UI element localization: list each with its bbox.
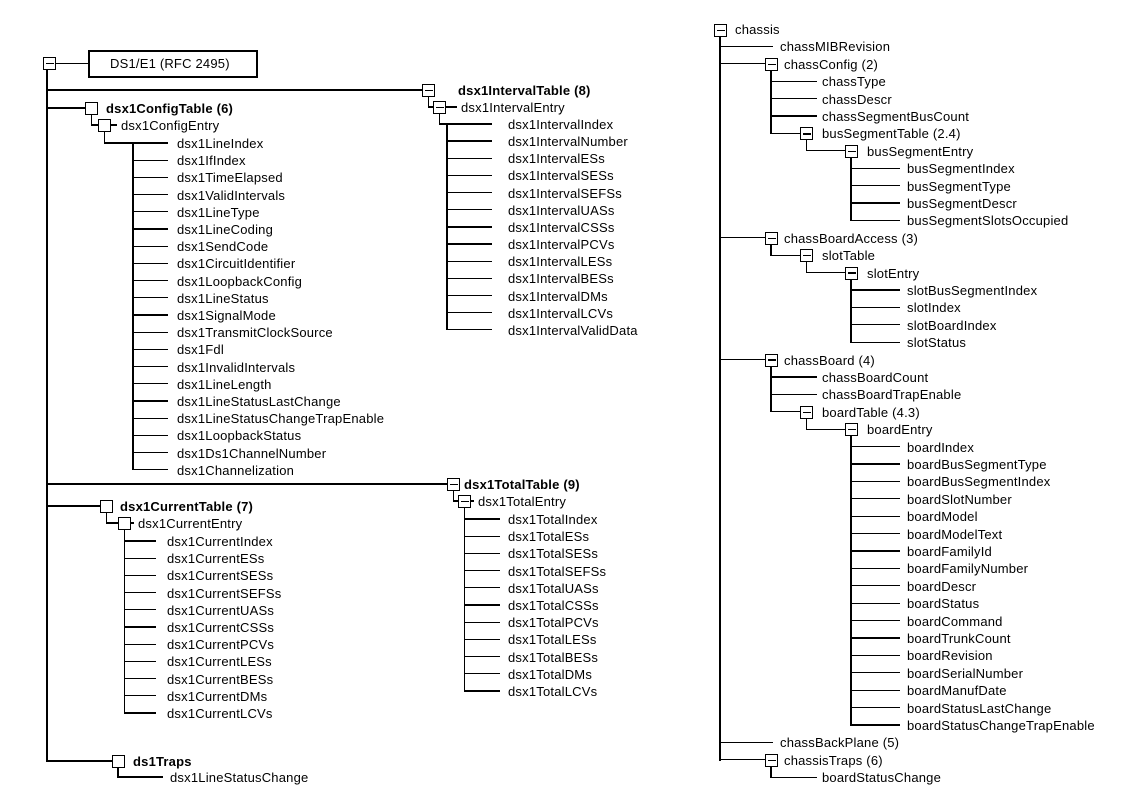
attribute-node-label: dsx1LineIndex xyxy=(177,136,264,151)
attribute-node-label: dsx1IntervalUASs xyxy=(508,202,615,218)
attribute-node-label: dsx1Channelization xyxy=(177,462,295,478)
group-node-label: chassisTraps (6) xyxy=(784,752,883,768)
connector-line xyxy=(771,115,817,116)
attribute-node-label: boardSlotNumber xyxy=(907,491,1012,507)
collapse-toggle-icon[interactable] xyxy=(800,127,813,140)
attribute-node-label: boardStatusChangeTrapEnable xyxy=(907,718,1095,733)
leaf-node-label: chassType xyxy=(822,74,886,90)
attribute-node-label: dsx1CurrentESs xyxy=(167,551,265,567)
attribute-node-label: boardIndex xyxy=(907,439,975,455)
collapse-toggle-icon[interactable] xyxy=(422,84,435,97)
table-node-label: busSegmentTable (2.4) xyxy=(822,126,961,142)
connector-line xyxy=(771,255,800,256)
connector-line xyxy=(720,46,773,47)
attribute-node-label: dsx1LoopbackStatus xyxy=(177,428,302,444)
table-node-label: boardTable (4.3) xyxy=(822,404,920,420)
connector-line xyxy=(807,272,846,273)
connector-line xyxy=(770,767,771,778)
attribute-node-label: dsx1IntervalPCVs xyxy=(508,237,615,253)
connector-line xyxy=(47,89,422,90)
connector-line xyxy=(465,604,501,605)
attribute-node-label: boardCommand xyxy=(907,613,1003,629)
connector-line xyxy=(465,690,501,691)
attribute-node-label: slotBusSegmentIndex xyxy=(907,283,1038,298)
connector-line xyxy=(133,332,168,333)
attribute-node-label: dsx1TransmitClockSource xyxy=(177,325,333,341)
connector-line xyxy=(47,483,447,484)
attribute-node-label: dsx1LineStatus xyxy=(177,290,269,306)
collapse-toggle-icon[interactable] xyxy=(845,267,858,280)
connector-line xyxy=(851,324,900,325)
connector-line xyxy=(771,777,817,778)
attribute-node-label: dsx1IntervalSESs xyxy=(508,168,614,184)
attribute-node-label: boardFamilyNumber xyxy=(907,561,1029,577)
connector-line xyxy=(771,98,817,99)
connector-line xyxy=(720,237,765,238)
attribute-node-label: dsx1IfIndex xyxy=(177,153,246,169)
attribute-node-label: dsx1TotalSEFSs xyxy=(508,563,607,579)
connector-line xyxy=(851,637,900,638)
connector-line xyxy=(807,150,846,151)
attribute-node-label: dsx1CurrentBESs xyxy=(167,671,274,687)
leaf-node-label: boardStatusChange xyxy=(822,770,942,786)
attribute-node-label: boardModelText xyxy=(907,526,1003,542)
connector-line xyxy=(465,587,501,588)
connector-line xyxy=(133,297,168,298)
connector-line xyxy=(105,142,169,143)
connector-line xyxy=(465,656,501,657)
collapse-toggle-icon[interactable] xyxy=(800,249,813,262)
connector-line xyxy=(133,211,168,212)
connector-line xyxy=(447,158,492,159)
attribute-node-label: dsx1LineCoding xyxy=(177,222,274,237)
attribute-node-label: dsx1InvalidIntervals xyxy=(177,359,296,375)
attribute-node-label: busSegmentType xyxy=(907,178,1011,194)
entry-node-label: slotEntry xyxy=(867,265,920,281)
attribute-node-label: dsx1IntervalCSSs xyxy=(508,219,615,235)
connector-line xyxy=(447,295,492,296)
connector-line xyxy=(850,436,851,726)
attribute-node-label: dsx1LoopbackConfig xyxy=(177,273,303,289)
attribute-node-label: dsx1Fdl xyxy=(177,342,224,358)
attribute-node-label: boardRevision xyxy=(907,648,993,664)
attribute-node-label: busSegmentDescr xyxy=(907,196,1017,211)
attribute-node-label: dsx1LineLength xyxy=(177,376,272,392)
attribute-node-label: dsx1TotalLESs xyxy=(508,632,597,648)
collapse-toggle-icon[interactable] xyxy=(845,145,858,158)
node-box-icon xyxy=(98,119,111,132)
connector-line xyxy=(851,724,900,725)
connector-line xyxy=(47,760,112,761)
connector-line xyxy=(133,366,168,367)
connector-line xyxy=(47,107,85,108)
collapse-toggle-icon[interactable] xyxy=(765,232,778,245)
attribute-node-label: dsx1TotalESs xyxy=(508,529,590,545)
connector-line xyxy=(851,568,900,569)
entry-node-label: busSegmentEntry xyxy=(867,143,974,159)
attribute-node-label: dsx1CurrentCSSs xyxy=(167,620,275,635)
connector-line xyxy=(125,609,157,610)
connector-line xyxy=(851,168,900,169)
attribute-node-label: dsx1TotalPCVs xyxy=(508,615,599,631)
attribute-node-label: boardSerialNumber xyxy=(907,665,1024,681)
connector-line xyxy=(132,142,133,470)
attribute-node-label: dsx1CurrentSESs xyxy=(167,568,274,584)
attribute-node-label: dsx1IntervalSEFSs xyxy=(508,185,622,201)
connector-line xyxy=(118,776,163,777)
connector-line xyxy=(125,678,157,679)
attribute-node-label: slotBoardIndex xyxy=(907,317,997,333)
connector-line xyxy=(133,349,168,350)
connector-line xyxy=(447,140,492,141)
connector-line xyxy=(56,63,88,64)
connector-line xyxy=(46,70,47,762)
connector-line xyxy=(851,655,900,656)
connector-line xyxy=(851,533,900,534)
leaf-node-label: chassBoardCount xyxy=(822,370,929,385)
attribute-node-label: dsx1TotalCSSs xyxy=(508,598,599,613)
leaf-node-label: chassSegmentBusCount xyxy=(822,109,970,124)
connector-line xyxy=(851,342,900,343)
table-node-label: ds1Traps xyxy=(133,754,192,769)
connector-line xyxy=(447,175,492,176)
connector-line xyxy=(851,707,900,708)
connector-line xyxy=(447,278,492,279)
connector-line xyxy=(47,505,100,506)
connector-line xyxy=(133,418,168,419)
connector-line xyxy=(851,220,900,221)
connector-line xyxy=(465,673,501,674)
group-node-label: chassBoardAccess (3) xyxy=(784,230,919,246)
leaf-node-label: chassBackPlane (5) xyxy=(780,735,900,751)
attribute-node-label: boardManufDate xyxy=(907,683,1007,699)
connector-line xyxy=(851,463,900,464)
table-node-label: dsx1ConfigTable (6) xyxy=(106,101,234,116)
connector-line xyxy=(133,263,168,264)
entry-node-label: dsx1TotalEntry xyxy=(478,494,567,509)
node-box-icon xyxy=(118,517,131,530)
connector-line xyxy=(851,498,900,499)
connector-line xyxy=(851,585,900,586)
connector-line xyxy=(133,246,168,247)
attribute-node-label: dsx1ValidIntervals xyxy=(177,187,286,203)
connector-line xyxy=(720,63,765,64)
attribute-node-label: boardModel xyxy=(907,509,978,525)
attribute-node-label: dsx1IntervalLCVs xyxy=(508,305,614,321)
attribute-node-label: dsx1CurrentDMs xyxy=(167,688,268,704)
connector-line xyxy=(133,177,168,178)
attribute-node-label: boardStatus xyxy=(907,596,980,612)
attribute-node-label: dsx1SendCode xyxy=(177,239,269,255)
attribute-node-label: dsx1SignalMode xyxy=(177,308,276,323)
connector-line xyxy=(125,695,157,696)
table-node-label: dsx1IntervalTable (8) xyxy=(458,83,591,98)
connector-line xyxy=(771,376,817,377)
attribute-node-label: dsx1TotalLCVs xyxy=(508,684,598,699)
connector-line xyxy=(851,620,900,621)
attribute-node-label: dsx1TimeElapsed xyxy=(177,170,283,186)
connector-line xyxy=(447,243,492,244)
connector-line xyxy=(851,446,900,447)
connector-line xyxy=(125,558,157,559)
attribute-node-label: dsx1TotalIndex xyxy=(508,512,598,527)
attribute-node-label: busSegmentSlotsOccupied xyxy=(907,213,1069,229)
connector-line xyxy=(720,359,765,360)
connector-line xyxy=(771,81,817,82)
connector-line xyxy=(125,626,157,627)
attribute-node-label: boardTrunkCount xyxy=(907,631,1011,646)
connector-line xyxy=(771,411,800,412)
attribute-node-label: slotStatus xyxy=(907,335,967,351)
leaf-node-label: chassMIBRevision xyxy=(780,39,891,55)
attribute-node-label: dsx1IntervalDMs xyxy=(508,288,608,304)
collapse-toggle-icon[interactable] xyxy=(447,478,460,491)
attribute-node-label: dsx1LineStatusChangeTrapEnable xyxy=(177,411,385,427)
connector-line xyxy=(465,622,501,623)
connector-line xyxy=(771,394,817,395)
attribute-node-label: dsx1IntervalIndex xyxy=(508,117,614,132)
entry-node-label: dsx1CurrentEntry xyxy=(138,516,243,531)
connector-line xyxy=(851,550,900,551)
attribute-node-label: dsx1CurrentLCVs xyxy=(167,706,273,721)
connector-line xyxy=(771,133,800,134)
attribute-node-label: dsx1TotalDMs xyxy=(508,666,593,682)
attribute-node-label: dsx1IntervalLESs xyxy=(508,254,613,270)
connector-line xyxy=(851,185,900,186)
collapse-toggle-icon[interactable] xyxy=(433,101,446,114)
collapse-toggle-icon[interactable] xyxy=(43,57,56,70)
attribute-node-label: dsx1TotalBESs xyxy=(508,649,599,665)
connector-line xyxy=(447,192,492,193)
collapse-toggle-icon[interactable] xyxy=(765,754,778,767)
connector-line xyxy=(465,518,501,519)
attribute-node-label: dsx1CircuitIdentifier xyxy=(177,256,296,272)
entry-node-label: dsx1IntervalEntry xyxy=(461,100,565,115)
connector-line xyxy=(133,194,168,195)
attribute-node-label: boardDescr xyxy=(907,578,977,594)
collapse-toggle-icon[interactable] xyxy=(765,58,778,71)
connector-line xyxy=(133,469,168,470)
connector-line xyxy=(851,202,900,203)
collapse-toggle-icon[interactable] xyxy=(845,423,858,436)
connector-line xyxy=(447,329,492,330)
connector-line xyxy=(447,312,492,313)
entry-node-label: dsx1ConfigEntry xyxy=(121,118,220,133)
attribute-node-label: dsx1IntervalNumber xyxy=(508,134,628,150)
connector-line xyxy=(770,245,771,256)
collapse-toggle-icon[interactable] xyxy=(765,354,778,367)
connector-line xyxy=(447,226,492,227)
connector-line xyxy=(125,644,157,645)
connector-line xyxy=(851,481,900,482)
connector-line xyxy=(720,742,773,743)
connector-line xyxy=(125,540,157,541)
collapse-toggle-icon[interactable] xyxy=(714,24,727,37)
connector-line xyxy=(125,712,157,713)
connector-line xyxy=(807,429,846,430)
connector-line xyxy=(465,553,501,554)
attribute-node-label: dsx1LineType xyxy=(177,204,260,220)
entry-node-label: boardEntry xyxy=(867,422,933,438)
connector-line xyxy=(465,536,501,537)
leaf-node-label: chassDescr xyxy=(822,91,892,107)
connector-line xyxy=(851,516,900,517)
attribute-node-label: boardStatusLastChange xyxy=(907,700,1052,716)
table-node-label: dsx1CurrentTable (7) xyxy=(120,499,254,514)
connector-line xyxy=(465,570,501,571)
attribute-node-label: dsx1LineStatusLastChange xyxy=(177,394,341,409)
root-node-label: DS1/E1 (RFC 2495) xyxy=(110,56,230,71)
connector-line xyxy=(125,592,157,593)
attribute-node-label: dsx1IntervalValidData xyxy=(508,322,638,338)
connector-line xyxy=(125,575,157,576)
connector-line xyxy=(133,314,168,315)
attribute-node-label: dsx1CurrentIndex xyxy=(167,534,273,549)
node-box-icon xyxy=(112,755,125,768)
connector-line xyxy=(133,435,168,436)
connector-line xyxy=(133,400,168,401)
attribute-node-label: busSegmentIndex xyxy=(907,161,1015,177)
connector-line xyxy=(133,228,168,229)
attribute-node-label: dsx1CurrentLESs xyxy=(167,654,272,670)
attribute-node-label: dsx1CurrentUASs xyxy=(167,602,275,618)
connector-line xyxy=(851,690,900,691)
connector-line xyxy=(720,759,765,760)
connector-line xyxy=(133,383,168,384)
group-node-label: chassConfig (2) xyxy=(784,56,879,72)
connector-line xyxy=(125,661,157,662)
connector-line xyxy=(447,209,492,210)
collapse-toggle-icon[interactable] xyxy=(458,495,471,508)
attribute-node-label: dsx1IntervalESs xyxy=(508,151,605,167)
connector-line xyxy=(851,289,900,290)
attribute-node-label: boardBusSegmentType xyxy=(907,457,1047,472)
attribute-node-label: dsx1CurrentSEFSs xyxy=(167,585,282,601)
root-node-label: chassis xyxy=(735,22,780,37)
connector-line xyxy=(133,160,168,161)
table-node-label: slotTable xyxy=(822,248,876,264)
attribute-node-label: slotIndex xyxy=(907,300,961,316)
connector-line xyxy=(447,261,492,262)
node-box-icon xyxy=(85,102,98,115)
connector-line xyxy=(465,639,501,640)
connector-line xyxy=(851,603,900,604)
attribute-node-label: dsx1Ds1ChannelNumber xyxy=(177,445,327,461)
attribute-node-label: dsx1LineStatusChange xyxy=(170,770,309,785)
connector-line xyxy=(770,367,771,413)
attribute-node-label: boardBusSegmentIndex xyxy=(907,474,1051,490)
collapse-toggle-icon[interactable] xyxy=(800,406,813,419)
attribute-node-label: dsx1IntervalBESs xyxy=(508,271,614,287)
node-box-icon xyxy=(100,500,113,513)
connector-line xyxy=(770,71,771,134)
attribute-node-label: dsx1TotalSESs xyxy=(508,546,599,562)
attribute-node-label: dsx1CurrentPCVs xyxy=(167,637,275,653)
connector-line xyxy=(719,37,720,761)
table-node-label: dsx1TotalTable (9) xyxy=(464,477,580,492)
attribute-node-label: boardFamilyId xyxy=(907,544,992,559)
leaf-node-label: chassBoardTrapEnable xyxy=(822,387,962,403)
connector-line xyxy=(133,452,168,453)
group-node-label: chassBoard (4) xyxy=(784,352,875,368)
connector-line xyxy=(851,307,900,308)
attribute-node-label: dsx1TotalUASs xyxy=(508,580,599,596)
connector-line xyxy=(851,672,900,673)
connector-line xyxy=(133,280,168,281)
